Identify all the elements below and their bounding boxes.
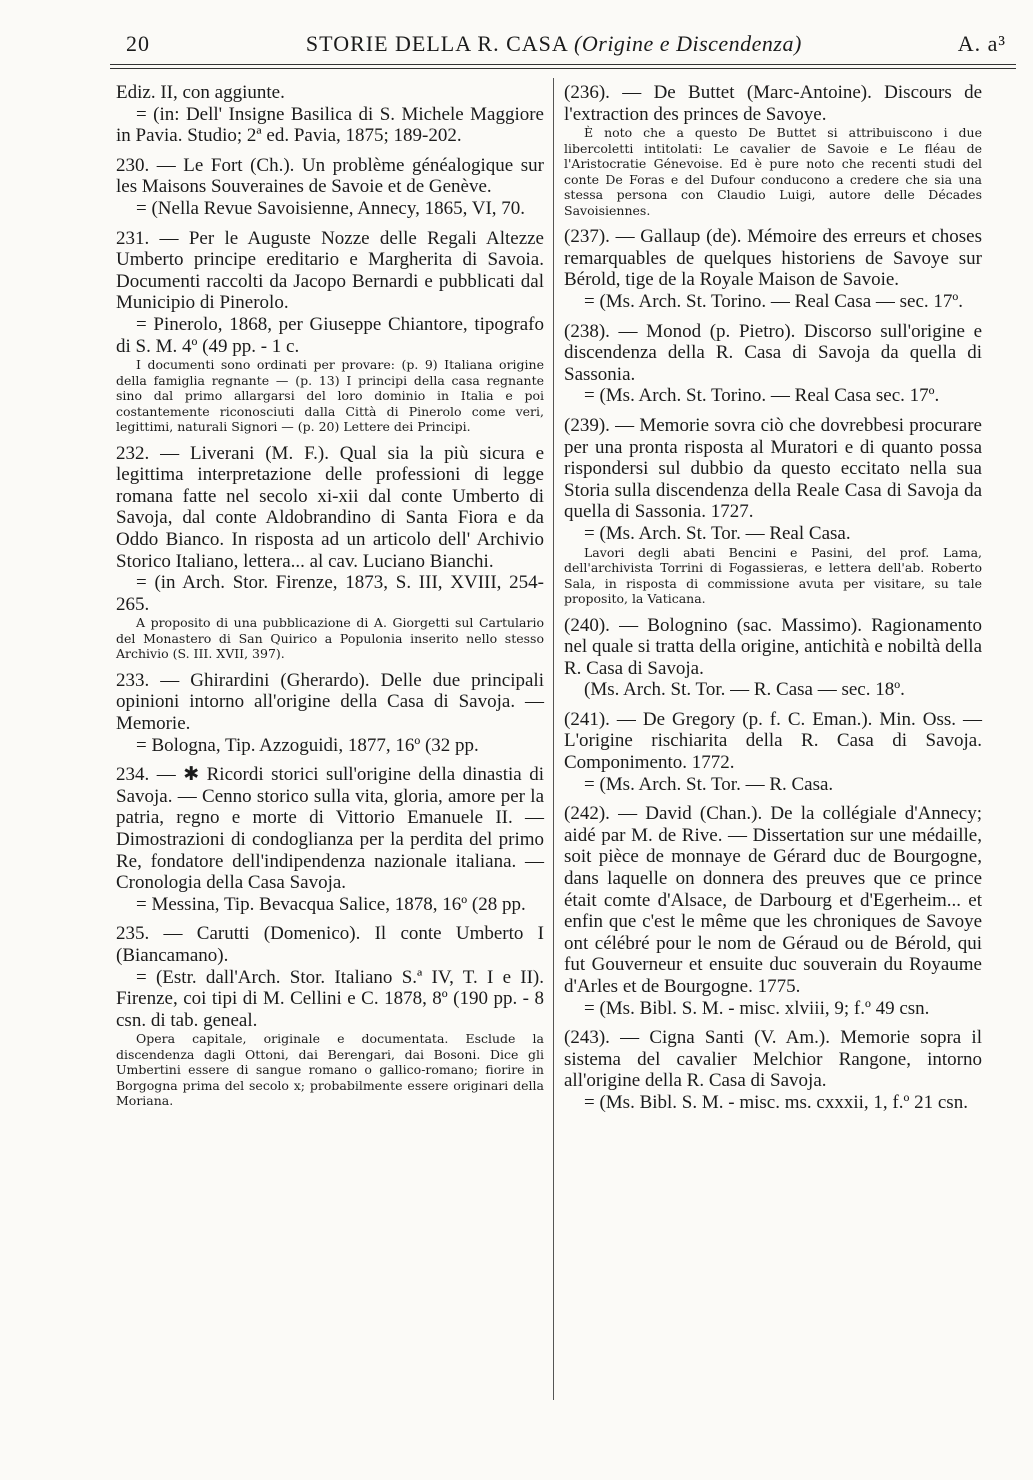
bibliography-entry [116,764,544,915]
entry-text: 234. — ✱ Ricordi storici sull'origine della dinastia di Savoja. — Cenno storico sulla vita, gloria, amore per la patria, regno e morte di Vittorio Emanuele II. — Dimostrazioni di condoglianza per la perdita del primo Re, fondatore dell'indipendenza nazionale italiana. — Cronologia della Casa Savoja. [116,764,544,894]
entry-citation: = (in Arch. Stor. Firenze, 1873, S. III, XVIII, 254-265. [116,572,544,615]
entry-text: 231. — Per le Auguste Nozze delle Regali Altezze Umberto principe ereditario e Margherita di Savoia. Documenti raccolti da Jacopo Bernardi e pubblicati dal Municipio di Pinerolo. [116,227,544,314]
bibliography-entry [564,709,982,795]
entry-text: 232. — Liverani (M. F.). Qual sia la più sicura e legittima interpretazione delle professioni di legge romana fatte nel secolo xi-xii dal conte Umberto di Savoja, dal conte Aldobrandino di Santa Fiora e da Oddo Bianco. In risposta ad un articolo dell' Archivio Storico Italiano, lettera... al cav. Luciano Bianchi. [116,442,544,572]
header-rule-secondary [110,68,1016,69]
entry-citation: = Messina, Tip. Bevacqua Salice, 1878, 16º (28 pp. [136,893,526,915]
entry-text: 230. — Le Fort (Ch.). Un problème généalogique sur les Maisons Souveraines de Savoie et de Genève. [116,154,544,198]
entry-citation: (Ms. Arch. St. Tor. — R. Casa — sec. 18º. [584,679,905,701]
bibliography-entry [116,670,544,756]
section-mark: A. a³ [957,31,1006,56]
entry-citation: = (Ms. Arch. St. Torino. — Real Casa sec. 17º. [584,385,940,407]
bibliography-entry [116,82,544,147]
bibliography-entry [564,321,982,407]
header-subtitle: (Origine e Discendenza) [574,31,802,56]
entry-text: (243). — Cigna Santi (V. Am.). Memorie sopra il sistema del cavalier Melchior Rangone, intorno all'origine della R. Casa di Savoja. [564,1027,982,1092]
bibliography-entry [116,443,544,662]
bibliography-entry [564,226,982,312]
running-header [126,26,1006,62]
entry-text: 233. — Ghirardini (Gherardo). Delle due principali opinioni intorno all'origine della Casa di Savoja. — Memorie. [116,669,544,735]
entry-text: 235. — Carutti (Domenico). Il conte Umberto I (Biancamano). [116,923,544,966]
entry-note: Lavori degli abati Bencini e Pasini, del prof. Lama, dell'archivista Torrini di Fogassieras, e lettera dell'ab. Roberto Sala, in risposta di commissione avuta per visitare, su tale proposito, la Vaticana. [564,544,982,606]
entry-text: (240). — Bolognino (sac. Massimo). Ragionamento nel quale si tratta della origine, antichità e nobiltà della R. Casa di Savoja. [564,614,982,679]
entry-text: (238). — Monod (p. Pietro). Discorso sull'origine e discendenza della R. Casa di Savoja da quella di Sassonia. [564,320,982,385]
entry-citation: = (in: Dell' Insigne Basilica di S. Michele Maggiore in Pavia. Studio; 2ª ed. Pavia, 1875; 189-202. [116,103,544,147]
entry-text: (242). — David (Chan.). De la collégiale d'Annecy; aidé par M. de Rive. — Dissertation sur une médaille, soit pièce de monnaye de Gérard duc de Bourgogne, dans laquelle on donnera des preuves que ce prince était comte d'Alsace, de Darbourg et d'Egerheim... et enfin que c'est le même que les chroniques de Savoye ont célébré pour le nom de Géraud ou de Bérold, qui fut Gouverneur et ensuite duc souverain du Royaume d'Arles et de Bourgogne. 1775. [564,803,982,997]
running-title [150,31,958,57]
entry-citation: = Pinerolo, 1868, per Giuseppe Chiantore, tipografo di S. M. 4º (49 pp. - 1 c. [116,313,544,357]
entry-citation: = Bologna, Tip. Azzoguidi, 1877, 16º (32 pp. [136,734,479,756]
bibliography-entry [564,803,982,1019]
entry-text: (237). — Gallaup (de). Mémoire des erreurs et choses remarquables de quelques historiens de Savoye sur Bérold, tige de la Royale Maison de Savoie. [564,226,982,291]
entry-text: Ediz. II, con aggiunte. [116,82,285,103]
entry-citation: = (Ms. Bibl. S. M. - misc. ms. cxxxii, 1, f.º 21 csn. [584,1091,968,1113]
entry-citation: = (Ms. Arch. St. Torino. — Real Casa — sec. 17º. [584,290,964,312]
entry-text: (241). — De Gregory (p. f. C. Eman.). Min. Oss. — L'origine rischiarita della R. Casa di Savoja. Componimento. 1772. [564,708,982,774]
bibliography-entry [564,82,982,218]
entry-text: (239). — Memorie sovra ciò che dovrebbesi procurare per una pronta risposta al Muratori e di quanto possa rispondersi sul dubbio da questo eccitato nella sua Storia sulla discendenza della Reale Casa di Savoja da quella di Sassonia. 1727. [564,414,982,523]
bibliography-entry [564,615,982,701]
bibliography-entry [116,923,544,1108]
entry-citation: = (Estr. dall'Arch. Stor. Italiano S.ª IV, T. I e II). Firenze, coi tipi di M. Cellini e C. 1878, 8º (190 pp. - 8 csn. di tab. geneal. [116,966,544,1031]
bibliography-entry [116,228,544,435]
entry-citation: = (Ms. Arch. St. Tor. — R. Casa. [584,773,834,795]
left-column [116,82,544,1117]
header-title: STORIE DELLA R. CASA [305,31,568,56]
bibliography-entry [564,415,982,607]
bibliography-entry [564,1027,982,1113]
entry-note: I documenti sono ordinati per provare: (p. 9) Italiana origine della famiglia regnante — (p. 13) I principi della casa regnante sino dal primo allargarsi del loro dominio in Italia e poi costantemente riconosciuti dalla Città di Pinerolo come veri, legittimi, naturali Signori — (p. 20) Lettere dei Principi. [116,357,544,435]
entry-note: A proposito di una pubblicazione di A. Giorgetti sul Cartulario del Monastero di San Quirico a Populonia inserito nello stesso Archivio (S. III. XVII, 397). [116,615,544,662]
entry-citation: = (Ms. Arch. St. Tor. — Real Casa. [584,522,851,544]
bibliography-entry [116,155,544,220]
entry-citation: = (Nella Revue Savoisienne, Annecy, 1865, VI, 70. [136,197,526,219]
entry-note: È noto che a questo De Buttet si attribuiscono i due libercoletti intitolati: Le cavalier de Savoie e Le fléau de l'Aristocratie Génevoise. Ed è pure noto che recenti studi del conte De Foras e del Dufour conducono a credere che sia una stessa persona con Claudio Luigi, autore delle Décades Savoisiennes. [564,125,982,218]
header-rule [110,64,1016,65]
column-divider [553,78,554,1400]
entry-note: Opera capitale, originale e documentata. Esclude la discendenza dagli Ottoni, dai Berengari, dai Bosoni. Dice gli Umbertini essere di sangue romano o gallico-romano; fiorire in Borgogna prima del secolo x; probabilmente essere originari della Moriana. [116,1031,544,1109]
page-number: 20 [126,31,150,56]
right-column [564,82,982,1122]
entry-citation: = (Ms. Bibl. S. M. - misc. xlviii, 9; f.º 49 csn. [584,997,930,1019]
entry-text: (236). — De Buttet (Marc-Antoine). Discours de l'extraction des princes de Savoye. [564,82,982,125]
